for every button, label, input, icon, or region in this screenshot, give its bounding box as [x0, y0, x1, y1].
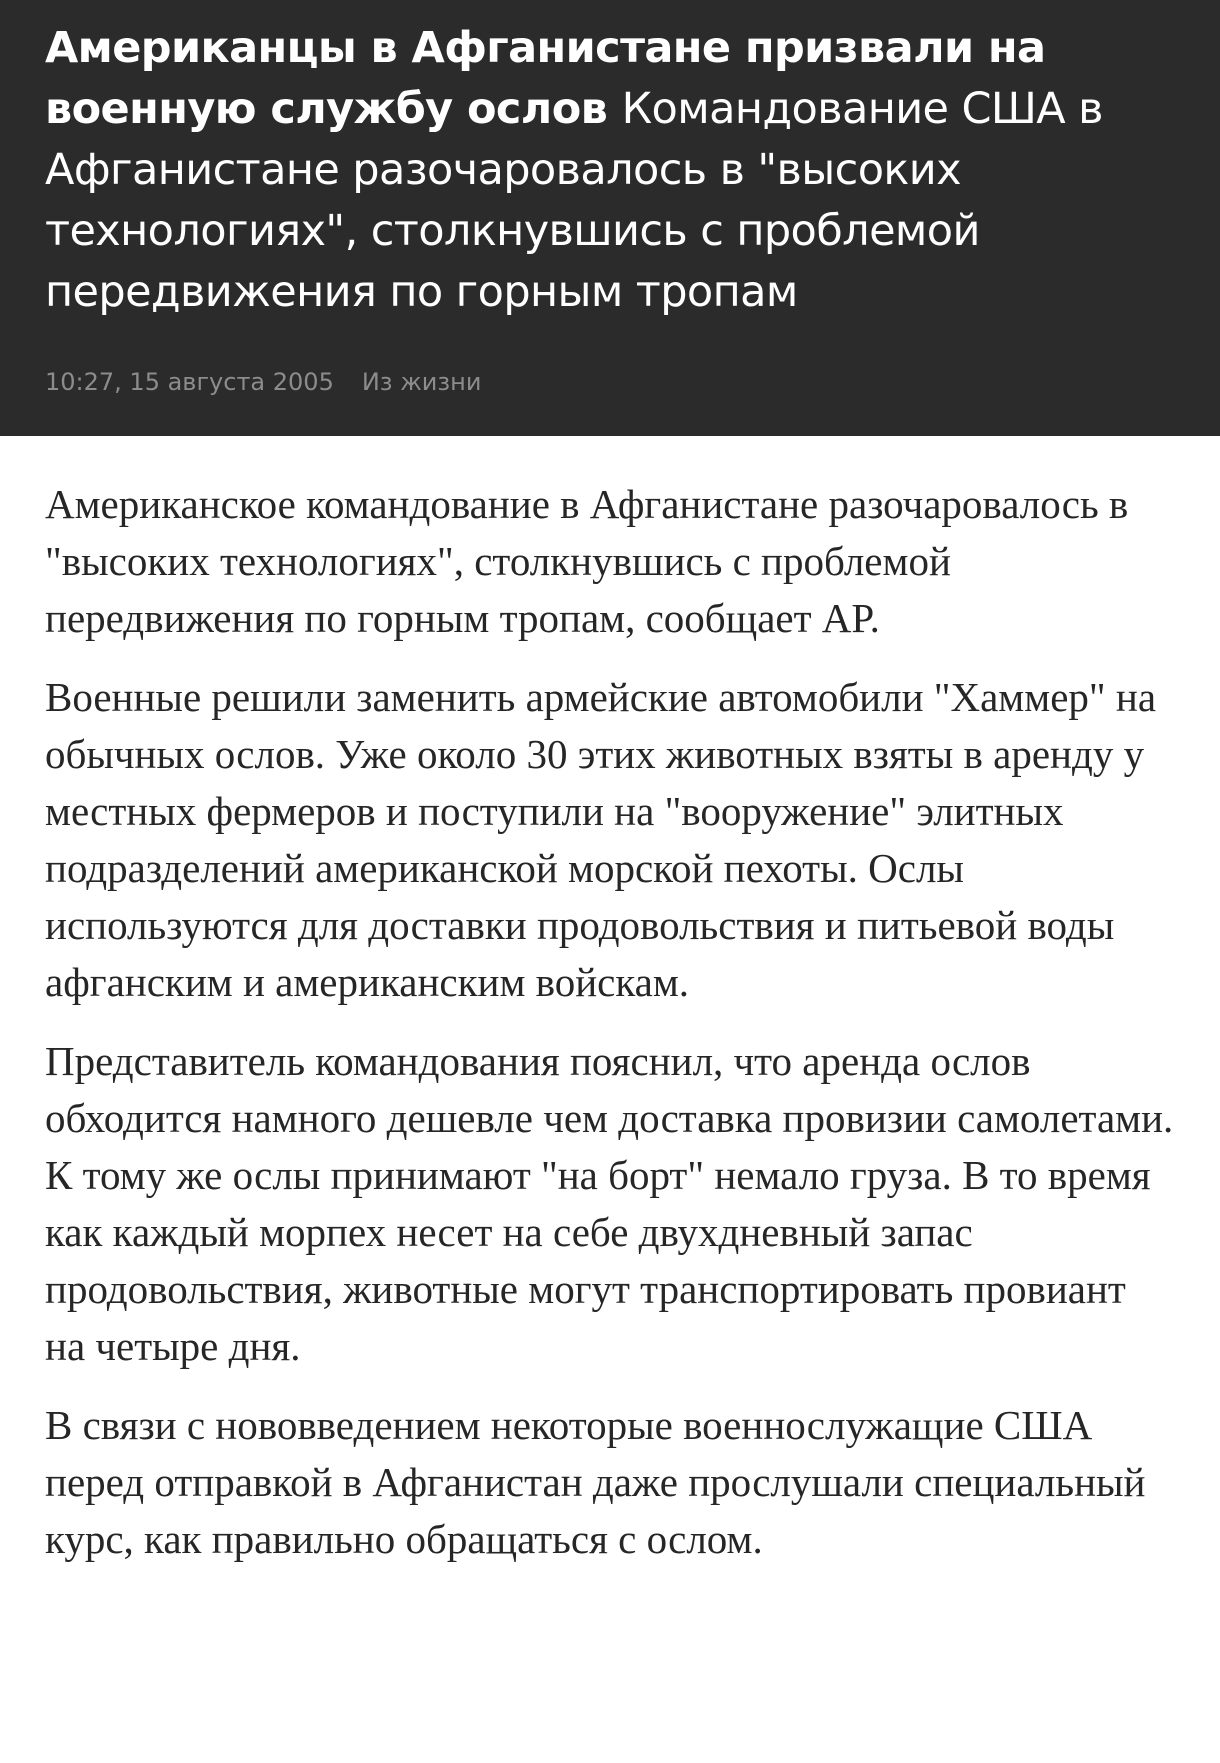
article-body	[0, 436, 1220, 1568]
article-paragraph: В связи с нововведением некоторые военнослужащие США перед отправкой в Афганистан даже прослушали специальный курс, как правильно обращаться с ослом.	[45, 1402, 1146, 1562]
article-header	[0, 0, 1220, 436]
article-paragraph: Военные решили заменить армейские автомобили "Хаммер" на обычных ослов. Уже около 30 этих животных взяты в аренду у местных фермеров и поступили на "вооружение" элитных подразделений американской морской пехоты. Ослы используются для доставки продовольствия и питьевой воды афганским и американским войскам.	[45, 674, 1157, 1005]
headline	[45, 18, 1175, 323]
publish-timestamp: 10:27, 15 августа 2005	[45, 368, 334, 396]
article-paragraph: Представитель командования пояснил, что аренда ослов обходится намного дешевле чем доставка провизии самолетами. К тому же ослы принимают "на борт" немало груза. В то время как каждый морпех несет на себе двухдневный запас продовольствия, животные могут транспортировать провиант на четыре дня.	[45, 1038, 1174, 1369]
article-paragraph: Американское командование в Афганистане разочаровалось в "высоких технологиях", столкнувшись с проблемой передвижения по горным тропам, сообщает AP.	[45, 481, 1129, 641]
article-title: Американцы в Афганистане призвали на военную службу ослов	[45, 23, 1046, 134]
article-subtitle: Командование США в Афганистане разочаровалось в "высоких технологиях", столкнувшись с проблемой передвижения по горным тропам	[45, 84, 1103, 317]
article-meta	[45, 367, 1175, 397]
category-link[interactable]: Из жизни	[361, 368, 482, 396]
